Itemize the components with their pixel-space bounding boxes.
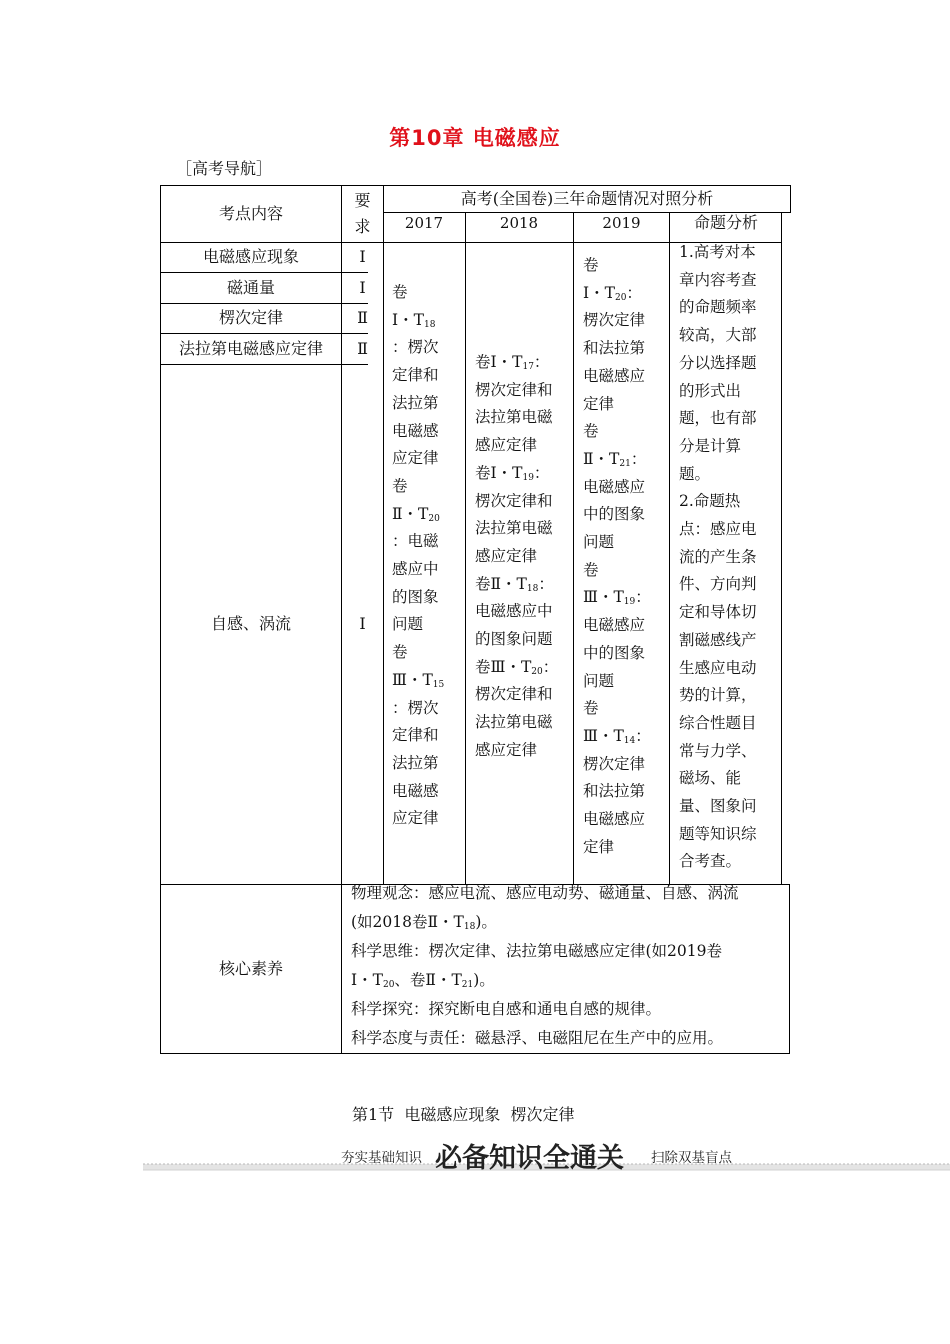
analysis-line: 割磁感线产	[679, 630, 757, 649]
analysis-line: 的形式出	[679, 381, 742, 400]
analysis-2017	[392, 279, 444, 833]
analysis-line: 法拉第电磁	[475, 519, 553, 538]
header-year-2019: 2019	[602, 214, 641, 232]
analysis-line: 定律和	[392, 726, 439, 745]
analysis-line: 生感应电动	[679, 658, 757, 677]
banner-title: 必备知识全通关	[435, 1143, 624, 1174]
analysis-line: ：电磁	[392, 532, 439, 551]
header-point: 考点内容	[218, 204, 283, 223]
section-label-gaokao-nav: ［高考导航］	[176, 159, 273, 178]
point-requirement: Ⅱ	[357, 308, 368, 327]
analysis-line: 定律和	[392, 366, 439, 385]
analysis-line: 卷Ⅰ・$T_{17}$：	[475, 353, 550, 372]
analysis-line: 的图象	[392, 587, 439, 606]
analysis-line: Ⅱ・$T_{21}$：	[583, 449, 647, 469]
analysis-2019	[583, 252, 651, 861]
core-literacy-line: (如2018卷Ⅱ・$T_{18}$)。	[351, 913, 497, 932]
analysis-line: 和法拉第	[583, 339, 646, 358]
analysis-line: 量、图象问	[679, 797, 757, 816]
analysis-line: 问题	[583, 533, 615, 552]
analysis-line: 问题	[583, 671, 615, 690]
analysis-line: 题，也有部	[679, 409, 757, 428]
analysis-line: ：楞次	[392, 338, 439, 357]
point-requirement: Ⅰ	[359, 277, 366, 297]
analysis-line: 电磁感	[392, 421, 439, 440]
analysis-line: 题。	[679, 464, 711, 483]
analysis-line: 件、方向判	[679, 575, 757, 594]
analysis-line: 卷Ⅰ・$T_{19}$：	[475, 463, 550, 483]
core-literacy-content	[351, 879, 787, 1053]
point-name: 电磁感应现象	[202, 247, 299, 266]
analysis-line: Ⅰ・$T_{20}$：	[583, 283, 642, 303]
header-year-2017: 2017	[404, 214, 444, 232]
point-name: 自感、涡流	[210, 614, 291, 633]
knowledge-banner	[143, 1138, 950, 1178]
rule	[573, 212, 574, 884]
analysis-line: 感应定律	[475, 740, 538, 759]
analysis-line: 卷Ⅲ・$T_{20}$：	[475, 657, 559, 677]
analysis-line: 点：感应电	[679, 520, 757, 539]
analysis-line: 应定律	[392, 809, 439, 828]
point-requirement: Ⅰ	[359, 614, 366, 633]
analysis-line: 卷	[392, 283, 408, 301]
rule	[781, 212, 782, 884]
analysis-line: 1.高考对本	[679, 243, 756, 261]
analysis-line: 楞次定律	[583, 311, 646, 330]
analysis-line: 磁场、能	[679, 769, 742, 788]
analysis-line: 感应中	[392, 560, 439, 579]
analysis-line: 定律	[583, 394, 615, 413]
analysis-line: 定和导体切	[679, 603, 757, 622]
core-literacy-line: 科学思维：楞次定律、法拉第电磁感应定律(如2019卷	[351, 942, 722, 960]
header-requirement: 要 求	[354, 191, 371, 236]
analysis-line: 章内容考查	[679, 270, 757, 289]
analysis-line: 感应定律	[475, 546, 538, 565]
analysis-line: 合考查。	[679, 852, 742, 871]
analysis-line: 综合性题目	[679, 713, 757, 732]
header-analysis-group: 高考(全国卷)三年命题情况对照分析	[460, 189, 714, 208]
analysis-line: 和法拉第	[583, 782, 646, 801]
analysis-line: 卷Ⅱ・$T_{18}$：	[475, 574, 554, 594]
analysis-line: 定律	[583, 837, 615, 856]
analysis-line: 较高，大部	[679, 326, 757, 345]
point-name: 楞次定律	[218, 308, 283, 327]
analysis-line: Ⅲ・$T_{14}$：	[583, 726, 651, 746]
analysis-line: 楞次定律和	[475, 685, 553, 704]
analysis-line: 楞次定律和	[475, 491, 553, 510]
analysis-line: 电磁感应中	[475, 602, 553, 621]
analysis-line: 的图象问题	[475, 630, 553, 649]
header-analysis: 命题分析	[693, 213, 758, 232]
rule	[465, 212, 466, 884]
analysis-line: Ⅰ・$T_{18}$	[392, 310, 436, 330]
analysis-line: 楞次定律和	[475, 380, 553, 399]
core-literacy-line: Ⅰ・$T_{20}$、卷Ⅱ・$T_{21}$)。	[351, 971, 495, 990]
analysis-2018	[475, 349, 558, 765]
analysis-line: 卷	[392, 476, 408, 495]
analysis-line: 电磁感应	[583, 366, 646, 385]
analysis-line: 分是计算	[679, 436, 742, 455]
analysis-line: 卷	[392, 643, 408, 662]
core-literacy-line: 科学态度与责任：磁悬浮、电磁阻尼在生产中的应用。	[351, 1029, 724, 1047]
analysis-line: 法拉第电磁	[475, 408, 553, 427]
rule	[669, 212, 670, 884]
analysis-line: 流的产生条	[679, 547, 757, 566]
point-requirement: Ⅱ	[357, 338, 368, 358]
point-requirement: Ⅰ	[359, 247, 366, 266]
analysis-line: 卷	[583, 422, 599, 441]
analysis-line: 法拉第电磁	[475, 713, 553, 732]
analysis-line: 势的计算，	[679, 686, 757, 705]
core-literacy-line: 科学探究：探究断电自感和通电自感的规律。	[351, 1000, 662, 1018]
analysis-line: Ⅱ・$T_{20}$	[392, 504, 440, 524]
banner-left-text: 夯实基础知识	[341, 1150, 422, 1166]
analysis-summary	[679, 239, 757, 876]
analysis-line: 卷	[583, 699, 599, 718]
analysis-line: 中的图象	[583, 505, 646, 524]
analysis-line: 电磁感应	[583, 616, 646, 635]
analysis-line: 的命题频率	[679, 298, 757, 317]
analysis-line: Ⅲ・$T_{19}$：	[583, 588, 651, 608]
analysis-line: 问题	[392, 615, 424, 634]
analysis-line: 法拉第	[392, 753, 439, 772]
analysis-line: 常与力学、	[679, 741, 757, 760]
analysis-line: 法拉第	[392, 393, 439, 412]
core-literacy-line: 物理观念：感应电流、感应电动势、磁通量、自感、涡流	[351, 884, 739, 902]
analysis-line: 电磁感应	[583, 810, 646, 829]
analysis-line: Ⅲ・$T_{15}$	[392, 670, 445, 690]
analysis-line: 楞次定律	[583, 754, 646, 773]
analysis-line: ：楞次	[392, 698, 439, 717]
analysis-line: 卷	[583, 560, 599, 579]
analysis-line: 2.命题热	[679, 492, 741, 511]
banner-right-text: 扫除双基盲点	[651, 1150, 732, 1166]
analysis-line: 卷	[583, 256, 599, 274]
chapter-title: 第10章 电磁感应	[389, 126, 561, 150]
core-literacy-label: 核心素养	[218, 959, 283, 978]
point-name: 磁通量	[226, 277, 275, 297]
analysis-line: 分以选择题	[679, 353, 757, 372]
analysis-line: 电磁感应	[583, 477, 646, 496]
analysis-line: 感应定律	[475, 436, 538, 455]
analysis-line: 题等知识综	[679, 824, 757, 843]
analysis-line: 中的图象	[583, 643, 646, 662]
header-year-2018: 2018	[499, 214, 539, 232]
analysis-line: 应定律	[392, 449, 439, 468]
point-name: 法拉第电磁感应定律	[178, 338, 323, 358]
section-heading: 第1节 电磁感应现象 楞次定律	[352, 1105, 575, 1124]
analysis-line: 电磁感	[392, 781, 439, 800]
